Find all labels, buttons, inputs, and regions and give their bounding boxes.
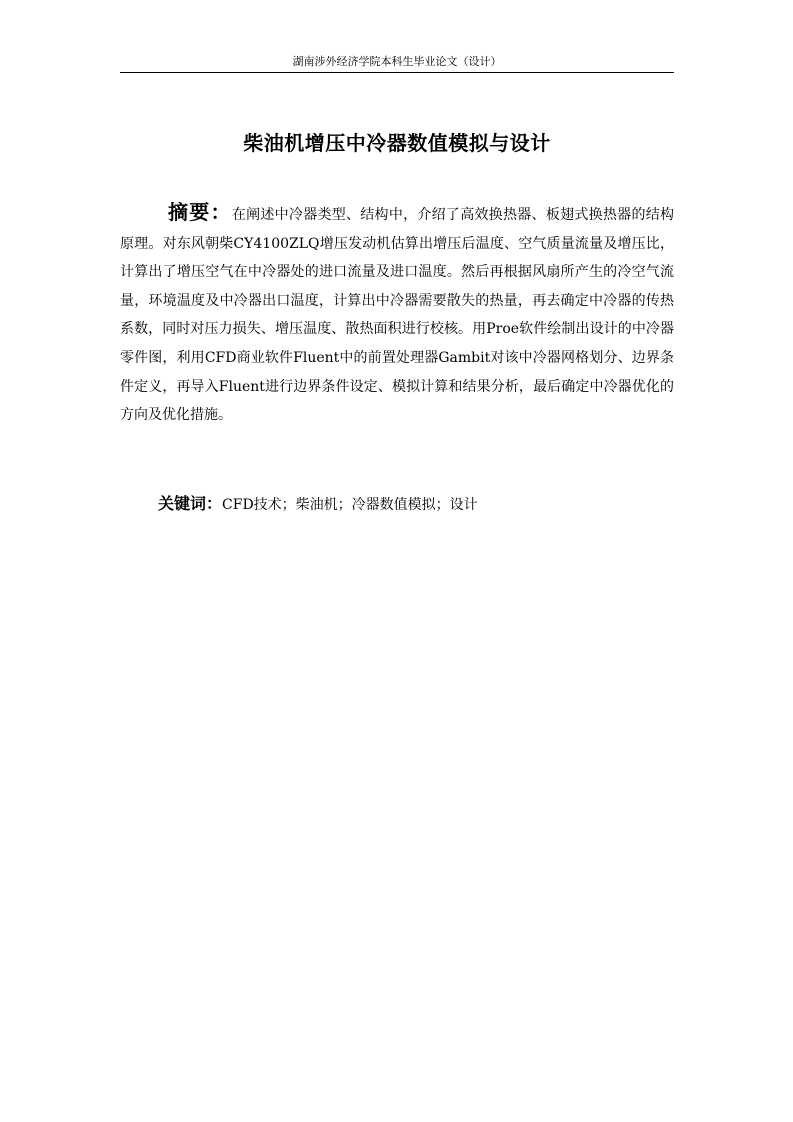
abstract-paragraph (120, 198, 674, 430)
keywords-line (158, 490, 478, 519)
running-header: 湖南涉外经济学院本科生毕业论文（设计） (292, 55, 502, 68)
abstract-text: 在阐述中冷器类型、结构中，介绍了高效换热器、板翅式换热器的结构原理。对东风朝柴CY4100ZLQ增压发动机估算出增压后温度、空气质量流量及增压比，计算出了增压空气在中冷器处的进口流量及进口温度。然后再根据风扇所产生的冷空气流量，环境温度及中冷器出口温度，计算出中冷器需要散失的热量，再去确定中冷器的传热系数，同时对压力损失、增压温度、散热面积进行校核。用Proe软件绘制出设计的中冷器零件图，利用CFD商业软件Fluent中的前置处理器Gambit对该中冷器网格划分、边界条件定义，再导入Fluent进行边界条件设定、模拟计算和结果分析，最后确定中冷器优化的方向及优化措施。 (120, 207, 675, 424)
header-divider (120, 72, 674, 73)
keywords-text: CFD技术；柴油机；冷器数值模拟；设计 (222, 497, 478, 513)
document-title: 柴油机增压中冷器数值模拟与设计 (243, 131, 551, 155)
abstract-label: 摘要： (168, 200, 232, 224)
keywords-label: 关键词： (158, 494, 223, 513)
